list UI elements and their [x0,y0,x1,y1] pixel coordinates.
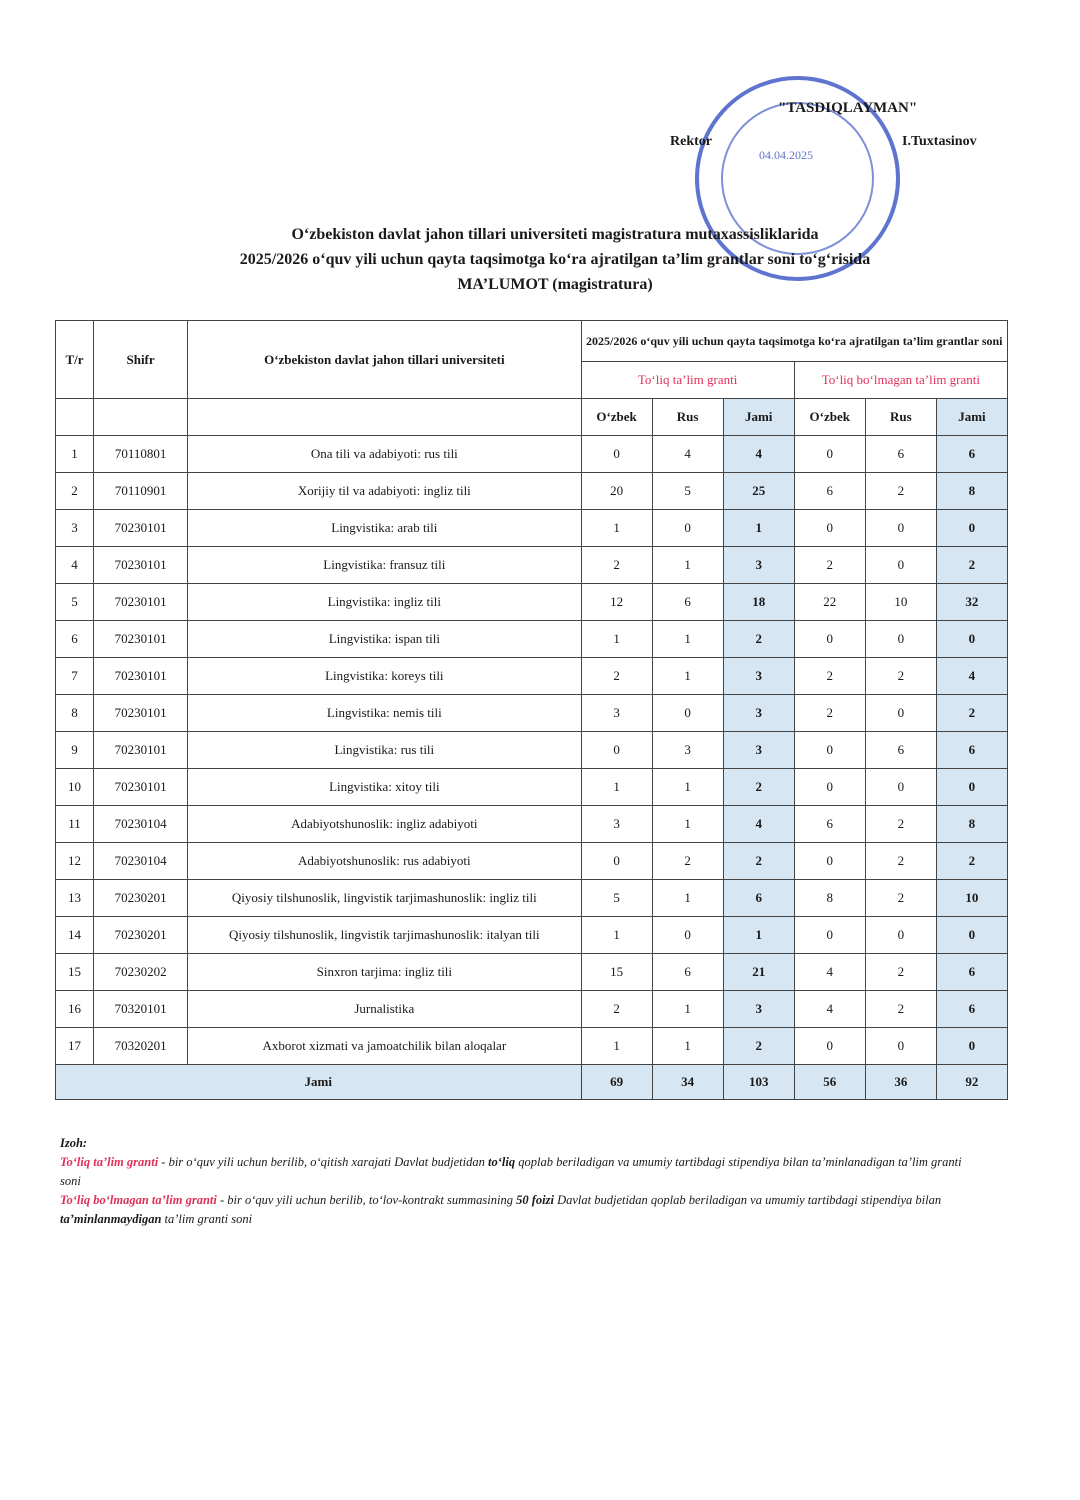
row-full-total: 6 [723,880,794,917]
row-full-uz: 0 [581,843,652,880]
header-partial-grant: To‘liq bo‘lmagan ta’lim granti [794,362,1007,399]
row-partial-total: 0 [936,510,1007,547]
row-number: 5 [56,584,94,621]
total-partial-ru: 36 [865,1065,936,1100]
row-full-ru: 1 [652,880,723,917]
row-partial-uz: 0 [794,510,865,547]
header-partial-uz: O‘zbek [794,399,865,436]
row-specialty: Axborot xizmati va jamoatchilik bilan aloqalar [188,1028,581,1065]
row-code: 70230101 [94,584,188,621]
header-empty [188,399,581,436]
note-partial-text-b: Davlat budjetidan qoplab beriladigan va umumiy tartibdagi stipendiya bilan [553,1193,942,1207]
totals-label: Jami [56,1065,582,1100]
row-partial-uz: 2 [794,547,865,584]
row-number: 1 [56,436,94,473]
row-partial-total: 0 [936,1028,1007,1065]
row-partial-ru: 2 [865,806,936,843]
row-partial-uz: 2 [794,695,865,732]
row-full-ru: 0 [652,510,723,547]
row-code: 70230201 [94,917,188,954]
row-partial-total: 0 [936,917,1007,954]
table-row [56,880,1008,917]
notes-section [60,1134,980,1229]
title-line-1: O‘zbekiston davlat jahon tillari universiteti magistratura mutaxassisliklarida [291,226,819,243]
row-number: 3 [56,510,94,547]
table-row [56,806,1008,843]
row-partial-uz: 0 [794,732,865,769]
row-code: 70230101 [94,732,188,769]
total-full-uz: 69 [581,1065,652,1100]
row-specialty: Sinxron tarjima: ingliz tili [188,954,581,991]
row-full-ru: 6 [652,584,723,621]
row-code: 70230101 [94,658,188,695]
row-partial-ru: 0 [865,917,936,954]
row-specialty: Lingvistika: fransuz tili [188,547,581,584]
row-full-ru: 1 [652,621,723,658]
row-partial-total: 6 [936,991,1007,1028]
row-full-ru: 0 [652,917,723,954]
row-full-ru: 1 [652,991,723,1028]
row-full-uz: 1 [581,769,652,806]
row-full-uz: 2 [581,658,652,695]
row-full-uz: 3 [581,806,652,843]
row-partial-ru: 2 [865,658,936,695]
row-specialty: Adabiyotshunoslik: ingliz adabiyoti [188,806,581,843]
row-full-ru: 2 [652,843,723,880]
row-full-total: 1 [723,917,794,954]
row-code: 70230101 [94,769,188,806]
table-row [56,991,1008,1028]
row-code: 70320201 [94,1028,188,1065]
header-full-grant: To‘liq ta’lim granti [581,362,794,399]
approval-date: 04.04.2025 [759,148,813,162]
row-full-uz: 2 [581,547,652,584]
row-specialty: Lingvistika: nemis tili [188,695,581,732]
header-partial-total: Jami [936,399,1007,436]
row-partial-ru: 2 [865,991,936,1028]
note-partial-strong-2: ta’minlanmaydigan [60,1212,162,1226]
grants-table [55,320,1008,1100]
row-full-uz: 3 [581,695,652,732]
row-code: 70230201 [94,880,188,917]
row-number: 8 [56,695,94,732]
header-partial-ru: Rus [865,399,936,436]
row-code: 70110801 [94,436,188,473]
row-code: 70230101 [94,695,188,732]
header-num: T/r [56,321,94,399]
row-full-ru: 1 [652,658,723,695]
approval-name: I.Tuxtasinov [902,134,977,149]
row-number: 7 [56,658,94,695]
row-full-uz: 0 [581,436,652,473]
row-full-total: 21 [723,954,794,991]
header-full-total: Jami [723,399,794,436]
row-full-total: 1 [723,510,794,547]
row-partial-uz: 0 [794,436,865,473]
row-full-uz: 12 [581,584,652,621]
row-partial-ru: 0 [865,547,936,584]
row-full-uz: 15 [581,954,652,991]
table-row [56,769,1008,806]
row-partial-ru: 0 [865,1028,936,1065]
row-partial-uz: 8 [794,880,865,917]
note-full-grant [60,1153,980,1191]
notes-label: Izoh: [60,1136,88,1150]
row-code: 70110901 [94,473,188,510]
note-partial-term: To‘liq bo‘lmagan ta’lim granti [60,1193,217,1207]
row-partial-ru: 0 [865,510,936,547]
row-specialty: Lingvistika: koreys tili [188,658,581,695]
row-partial-ru: 2 [865,843,936,880]
row-specialty: Qiyosiy tilshunoslik, lingvistik tarjimashunoslik: italyan tili [188,917,581,954]
row-full-ru: 1 [652,769,723,806]
note-full-strong: to‘liq [488,1155,516,1169]
row-specialty: Lingvistika: rus tili [188,732,581,769]
row-partial-total: 10 [936,880,1007,917]
approval-title: "TASDIQLAYMAN" [778,100,918,116]
row-full-total: 3 [723,547,794,584]
row-code: 70230104 [94,843,188,880]
table-row [56,547,1008,584]
row-code: 70230101 [94,510,188,547]
totals-row [56,1065,1008,1100]
table-row [56,954,1008,991]
total-partial-uz: 56 [794,1065,865,1100]
row-full-uz: 2 [581,991,652,1028]
row-full-total: 3 [723,991,794,1028]
row-partial-ru: 2 [865,880,936,917]
row-full-ru: 1 [652,547,723,584]
row-partial-uz: 0 [794,917,865,954]
row-partial-ru: 6 [865,732,936,769]
row-full-ru: 4 [652,436,723,473]
row-partial-ru: 0 [865,621,936,658]
total-full-total: 103 [723,1065,794,1100]
row-full-total: 25 [723,473,794,510]
header-full-uz: O‘zbek [581,399,652,436]
row-full-ru: 5 [652,473,723,510]
row-code: 70230202 [94,954,188,991]
row-full-total: 18 [723,584,794,621]
note-partial-grant [60,1191,980,1229]
note-partial-text-c: ta’lim granti soni [161,1212,253,1226]
row-number: 13 [56,880,94,917]
row-number: 15 [56,954,94,991]
row-full-total: 4 [723,806,794,843]
row-partial-total: 2 [936,695,1007,732]
header-empty [94,399,188,436]
row-full-total: 2 [723,1028,794,1065]
row-partial-total: 2 [936,547,1007,584]
row-full-uz: 1 [581,621,652,658]
title-line-2: 2025/2026 o‘quv yili uchun qayta taqsimotga ko‘ra ajratilgan ta’lim grantlar soni to‘g‘risida [239,251,871,268]
table-row [56,1028,1008,1065]
note-partial-strong-1: 50 foizi [516,1193,554,1207]
note-full-text-a: - bir o‘quv yili uchun berilib, o‘qitish xarajati Davlat budjetidan [158,1155,488,1169]
row-specialty: Xorijiy til va adabiyoti: ingliz tili [188,473,581,510]
table-row [56,621,1008,658]
table-row [56,436,1008,473]
approval-role: Rektor [670,134,712,149]
row-partial-uz: 4 [794,954,865,991]
row-full-uz: 20 [581,473,652,510]
row-full-ru: 1 [652,1028,723,1065]
row-specialty: Lingvistika: ingliz tili [188,584,581,621]
table-row [56,658,1008,695]
row-specialty: Ona tili va adabiyoti: rus tili [188,436,581,473]
row-number: 11 [56,806,94,843]
table-row [56,843,1008,880]
row-partial-ru: 0 [865,695,936,732]
row-full-uz: 0 [581,732,652,769]
row-full-total: 2 [723,621,794,658]
row-partial-total: 32 [936,584,1007,621]
table-row [56,584,1008,621]
row-partial-uz: 0 [794,769,865,806]
title-line-3: MA’LUMOT (magistratura) [457,276,653,293]
row-partial-uz: 4 [794,991,865,1028]
row-full-uz: 1 [581,510,652,547]
row-number: 9 [56,732,94,769]
note-full-text-b: qoplab beriladigan va umumiy tartibdagi stipendiya bilan ta’minlanadigan ta’lim granti soni [60,1155,962,1188]
table-row [56,917,1008,954]
row-number: 2 [56,473,94,510]
header-group: 2025/2026 o‘quv yili uchun qayta taqsimotga ko‘ra ajratilgan ta’lim grantlar soni [581,321,1007,362]
row-partial-total: 0 [936,621,1007,658]
row-full-total: 2 [723,843,794,880]
row-partial-uz: 6 [794,806,865,843]
row-partial-total: 6 [936,732,1007,769]
table-row [56,473,1008,510]
row-partial-uz: 22 [794,584,865,621]
row-partial-total: 2 [936,843,1007,880]
row-specialty: Qiyosiy tilshunoslik, lingvistik tarjimashunoslik: ingliz tili [188,880,581,917]
approval-block [600,98,1030,218]
row-number: 14 [56,917,94,954]
row-number: 10 [56,769,94,806]
header-full-ru: Rus [652,399,723,436]
row-specialty: Lingvistika: ispan tili [188,621,581,658]
row-code: 70230101 [94,621,188,658]
row-full-ru: 1 [652,806,723,843]
row-full-uz: 1 [581,917,652,954]
total-partial-total: 92 [936,1065,1007,1100]
row-partial-total: 6 [936,954,1007,991]
row-number: 16 [56,991,94,1028]
table-row [56,510,1008,547]
row-full-total: 4 [723,436,794,473]
document-title [80,222,1030,297]
row-partial-total: 6 [936,436,1007,473]
row-specialty: Lingvistika: xitoy tili [188,769,581,806]
table-row [56,732,1008,769]
row-specialty: Adabiyotshunoslik: rus adabiyoti [188,843,581,880]
row-partial-uz: 6 [794,473,865,510]
row-code: 70230104 [94,806,188,843]
row-partial-ru: 2 [865,473,936,510]
row-partial-uz: 0 [794,843,865,880]
row-partial-uz: 0 [794,1028,865,1065]
header-empty [56,399,94,436]
row-partial-ru: 0 [865,769,936,806]
row-partial-uz: 0 [794,621,865,658]
row-full-total: 3 [723,732,794,769]
row-partial-total: 8 [936,473,1007,510]
row-specialty: Jurnalistika [188,991,581,1028]
row-number: 12 [56,843,94,880]
row-full-total: 2 [723,769,794,806]
row-code: 70320101 [94,991,188,1028]
row-partial-ru: 6 [865,436,936,473]
row-partial-ru: 10 [865,584,936,621]
row-full-ru: 6 [652,954,723,991]
total-full-ru: 34 [652,1065,723,1100]
row-number: 4 [56,547,94,584]
header-name: O‘zbekiston davlat jahon tillari universiteti [188,321,581,399]
row-full-uz: 5 [581,880,652,917]
table-row [56,695,1008,732]
row-code: 70230101 [94,547,188,584]
row-partial-ru: 2 [865,954,936,991]
row-full-ru: 3 [652,732,723,769]
header-code: Shifr [94,321,188,399]
row-specialty: Lingvistika: arab tili [188,510,581,547]
row-partial-total: 4 [936,658,1007,695]
note-partial-text-a: - bir o‘quv yili uchun berilib, to‘lov-kontrakt summasining [216,1193,517,1207]
row-full-uz: 1 [581,1028,652,1065]
note-full-term: To‘liq ta’lim granti [60,1155,159,1169]
row-number: 6 [56,621,94,658]
row-full-total: 3 [723,695,794,732]
row-number: 17 [56,1028,94,1065]
row-full-ru: 0 [652,695,723,732]
row-partial-uz: 2 [794,658,865,695]
row-partial-total: 8 [936,806,1007,843]
row-full-total: 3 [723,658,794,695]
row-partial-total: 0 [936,769,1007,806]
